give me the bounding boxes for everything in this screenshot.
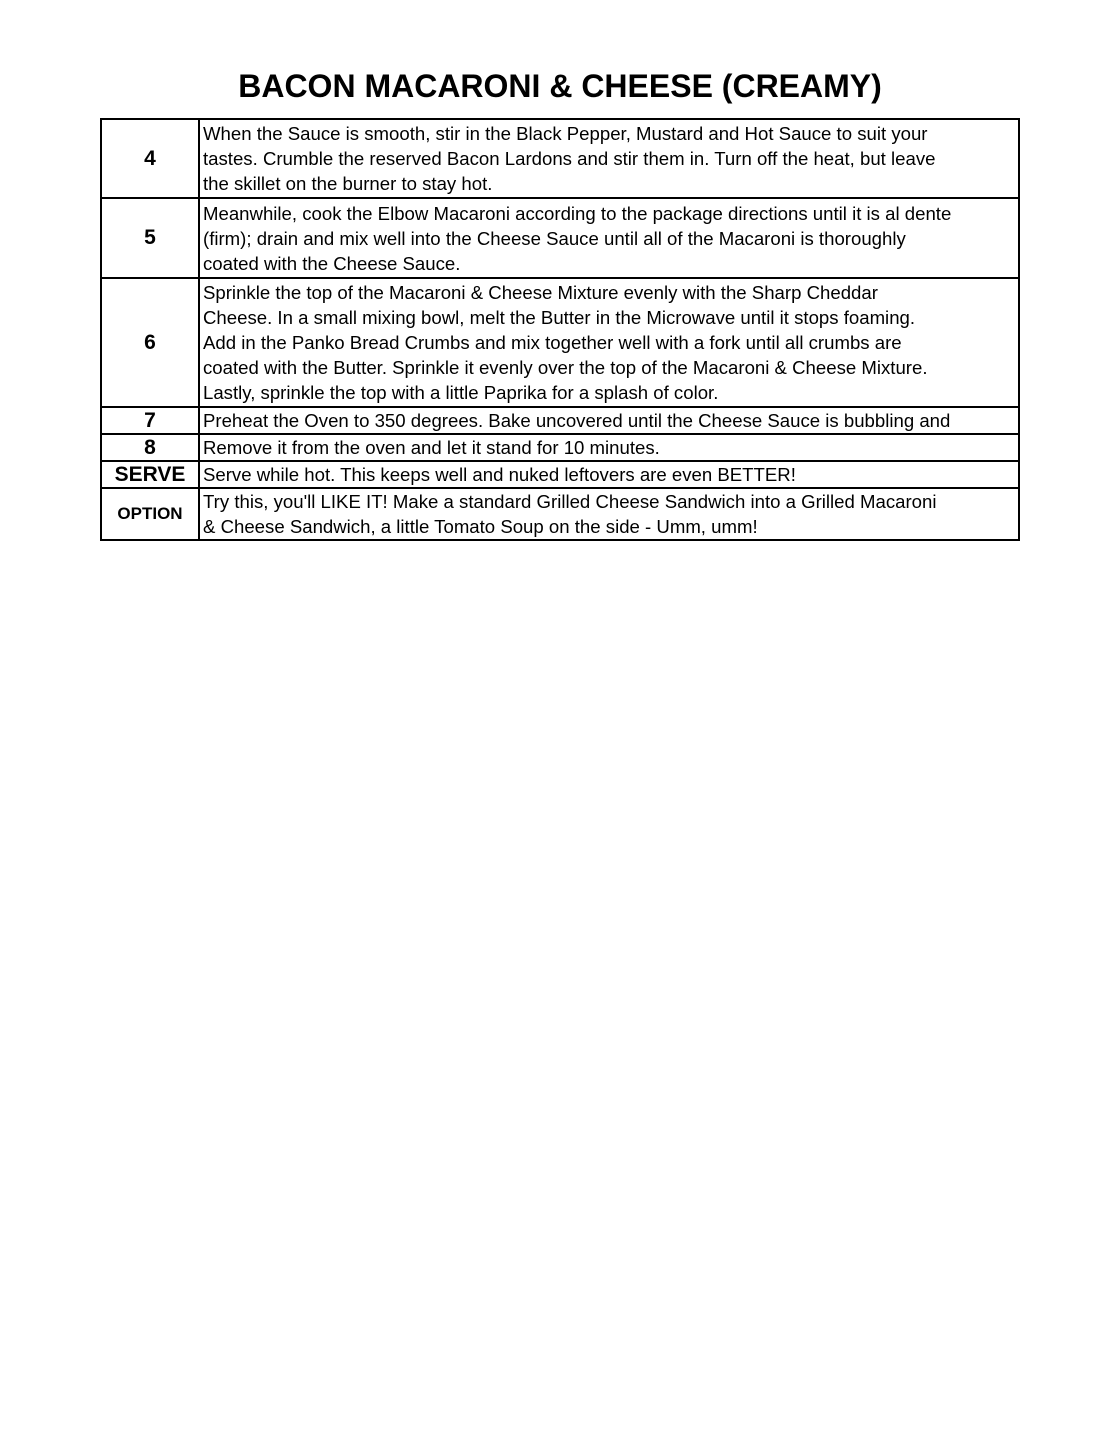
instruction-line: Preheat the Oven to 350 degrees. Bake uncovered until the Cheese Sauce is bubbling and (203, 410, 951, 431)
instruction-line: Add in the Panko Bread Crumbs and mix together well with a fork until all crumbs are (203, 332, 902, 353)
page-title: BACON MACARONI & CHEESE (CREAMY) (238, 68, 882, 104)
instruction-line: & Cheese Sandwich, a little Tomato Soup on the side - Umm, umm! (203, 516, 758, 537)
instruction-line: Lastly, sprinkle the top with a little Paprika for a splash of color. (203, 382, 719, 403)
table-row (101, 198, 1019, 278)
table-row (101, 461, 1019, 488)
step-instructions (199, 434, 1019, 461)
step-number: 4 (101, 119, 199, 198)
table-row (101, 434, 1019, 461)
step-instructions (199, 119, 1019, 198)
step-number: SERVE (101, 461, 199, 488)
recipe-steps-table (100, 118, 1020, 541)
step-instructions (199, 407, 1019, 434)
step-number: 5 (101, 198, 199, 278)
instruction-line: coated with the Butter. Sprinkle it evenly over the top of the Macaroni & Cheese Mixture. (203, 357, 928, 378)
instruction-line: tastes. Crumble the reserved Bacon Lardons and stir them in. Turn off the heat, but leave (203, 148, 936, 169)
instruction-line: Cheese. In a small mixing bowl, melt the Butter in the Microwave until it stops foaming. (203, 307, 916, 328)
step-instructions (199, 461, 1019, 488)
instruction-line: coated with the Cheese Sauce. (203, 252, 461, 274)
instruction-line: (firm); drain and mix well into the Cheese Sauce until all of the Macaroni is thoroughly (203, 227, 906, 249)
instruction-line: Remove it from the oven and let it stand for 10 minutes. (203, 437, 660, 458)
instruction-line: When the Sauce is smooth, stir in the Black Pepper, Mustard and Hot Sauce to suit your (203, 123, 928, 144)
table-row (101, 407, 1019, 434)
instruction-line: Try this, you'll LIKE IT! Make a standard Grilled Cheese Sandwich into a Grilled Macaroni (203, 491, 937, 512)
step-number: 6 (101, 278, 199, 407)
step-instructions (199, 278, 1019, 407)
table-row (101, 119, 1019, 198)
step-number: OPTION (101, 488, 199, 540)
instruction-line: Meanwhile, cook the Elbow Macaroni according to the package directions until it is al dente (203, 202, 952, 224)
step-instructions (199, 198, 1019, 278)
step-number: 7 (101, 407, 199, 434)
table-row (101, 278, 1019, 407)
instruction-line: the skillet on the burner to stay hot. (203, 173, 493, 194)
step-instructions (199, 488, 1019, 540)
instruction-line: Serve while hot. This keeps well and nuked leftovers are even BETTER! (203, 464, 796, 485)
table-row (101, 488, 1019, 540)
instruction-line: Sprinkle the top of the Macaroni & Cheese Mixture evenly with the Sharp Cheddar (203, 282, 878, 303)
step-number: 8 (101, 434, 199, 461)
